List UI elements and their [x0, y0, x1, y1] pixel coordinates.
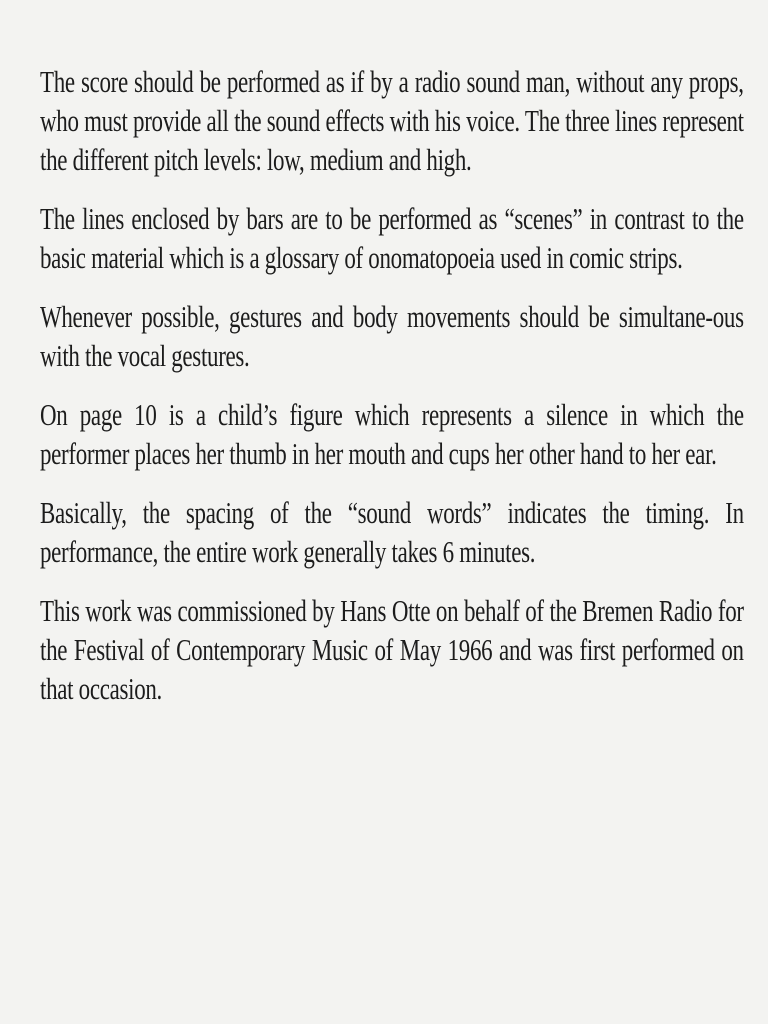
paragraph-performance-instructions: The score should be performed as if by a radio sound man, without any props, who must provide all the sound effects with his voice. The three lines represent the different pitch levels: low, medium and high. — [40, 64, 744, 177]
paragraph-gestures: Whenever possible, gestures and body movements should be simultane-ous with the vocal gestures. — [40, 299, 744, 373]
notes-text-block — [40, 62, 744, 728]
paragraph-timing: Basically, the spacing of the “sound words” indicates the timing. In performance, the entire work generally takes 6 minutes. — [40, 495, 744, 569]
paragraph-scenes: The lines enclosed by bars are to be performed as “scenes” in contrast to the basic material which is a glossary of onomatopoeia used in comic strips. — [40, 201, 744, 275]
paragraph-commission: This work was commissioned by Hans Otte on behalf of the Bremen Radio for the Festival of Contemporary Music of May 1966 and was first performed on that occasion. — [40, 593, 744, 706]
paragraph-silence-figure: On page 10 is a child’s figure which represents a silence in which the performer places her thumb in her mouth and cups her other hand to her ear. — [40, 397, 744, 471]
